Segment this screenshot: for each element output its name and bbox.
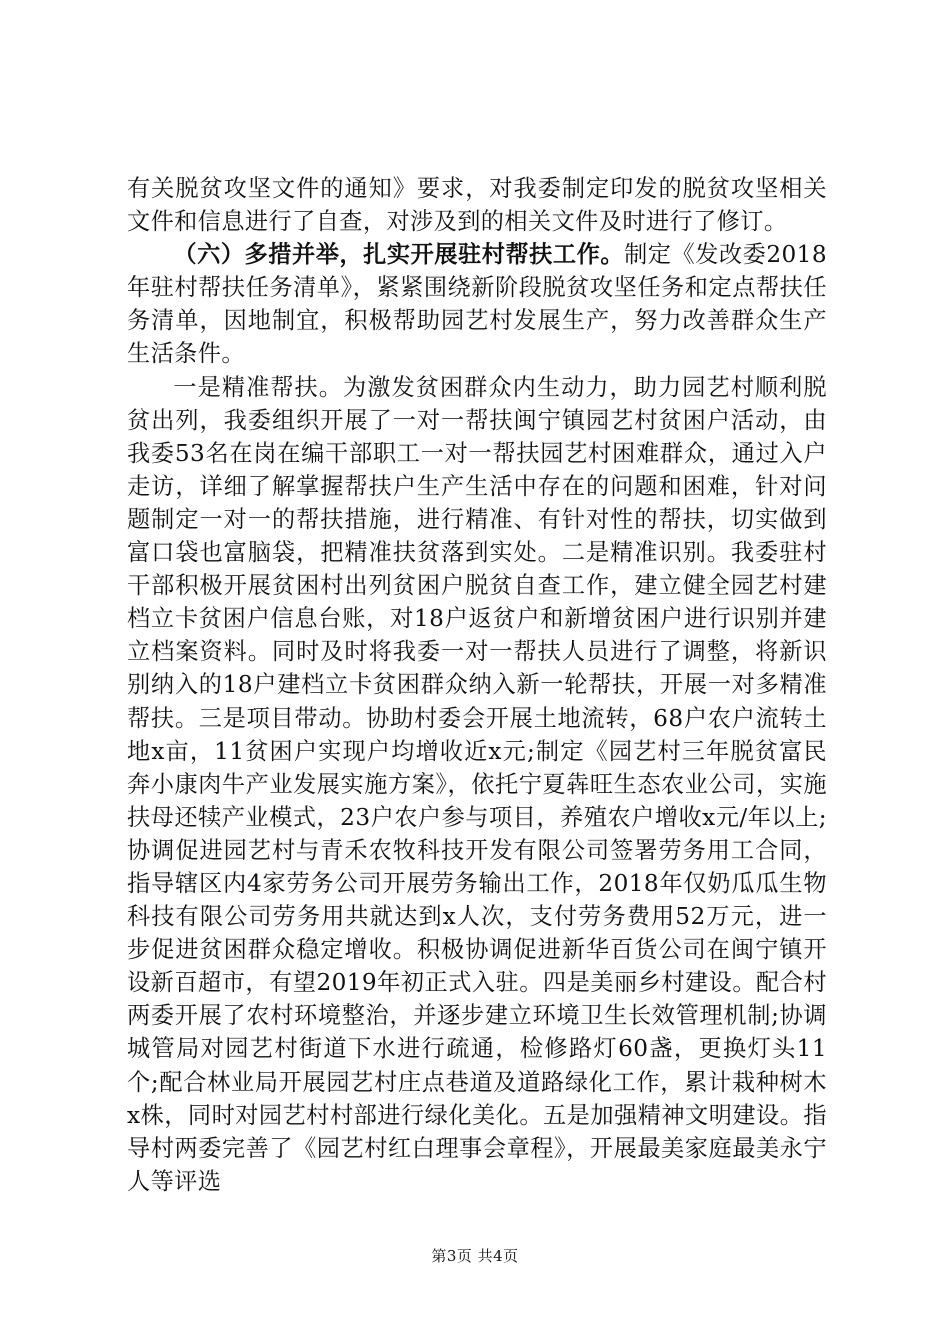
document-body [127,172,827,1198]
section-body: 制定《发改委2018年驻村帮扶任务清单》，紧紧围绕新阶段脱贫攻坚任务和定点帮扶任务清单，因地制宜，积极帮助园艺村发展生产，努力改善群众生产生活条件。 [127,241,827,368]
paragraph-measures: 一是精准帮扶。为激发贫困群众内生动力，助力园艺村顺利脱贫出列，我委组织开展了一对一帮扶闽宁镇园艺村贫困户活动，由我委53名在岗在编干部职工一对一帮扶园艺村困难群众，通过入户走访，详细了解掌握帮扶户生产生活中存在的问题和困难，针对问题制定一对一的帮扶措施，进行精准、有针对性的帮扶，切实做到富口袋也富脑袋，把精准扶贫落到实处。二是精准识别。我委驻村干部积极开展贫困村出列贫困户脱贫自查工作，建立健全园艺村建档立卡贫困户信息台账，对18户返贫户和新增贫困户进行识别并建立档案资料。同时及时将我委一对一帮扶人员进行了调整，将新识别纳入的18户建档立卡贫困群众纳入新一轮帮扶，开展一对多精准帮扶。三是项目带动。协助村委会开展土地流转，68户农户流转土地x亩，11贫困户实现户均增收近x元;制定《园艺村三年脱贫富民奔小康肉牛产业发展实施方案》，依托宁夏犇旺生态农业公司，实施扶母还犊产业模式，23户农户参与项目，养殖农户增收x元/年以上;协调促进园艺村与青禾农牧科技开发有限公司签署劳务用工合同，指导辖区内4家劳务公司开展劳务输出工作，2018年仅奶瓜瓜生物科技有限公司劳务用共就达到x人次，支付劳务费用52万元，进一步促进贫困群众稳定增收。积极协调促进新华百货公司在闽宁镇开设新百超市，有望2019年初正式入驻。四是美丽乡村建设。配合村两委开展了农村环境整治，并逐步建立环境卫生长效管理机制;协调城管局对园艺村街道下水进行疏通，检修路灯60盏，更换灯头11个;配合林业局开展园艺村庄点巷道及道路绿化工作，累计栽种树木x株，同时对园艺村村部进行绿化美化。五是加强精神文明建设。指导村两委完善了《园艺村红白理事会章程》，开展最美家庭最美永宁人等评选 [127,373,827,1195]
paragraph-section-six [127,238,827,370]
page-footer: 第3页 共4页 [431,1247,519,1265]
section-heading: （六）多措并举，扎实开展驻村帮扶工作。 [173,241,625,269]
paragraph-continued: 有关脱贫攻坚文件的通知》要求，对我委制定印发的脱贫攻坚相关文件和信息进行了自查，对涉及到的相关文件及时进行了修订。 [127,175,827,236]
